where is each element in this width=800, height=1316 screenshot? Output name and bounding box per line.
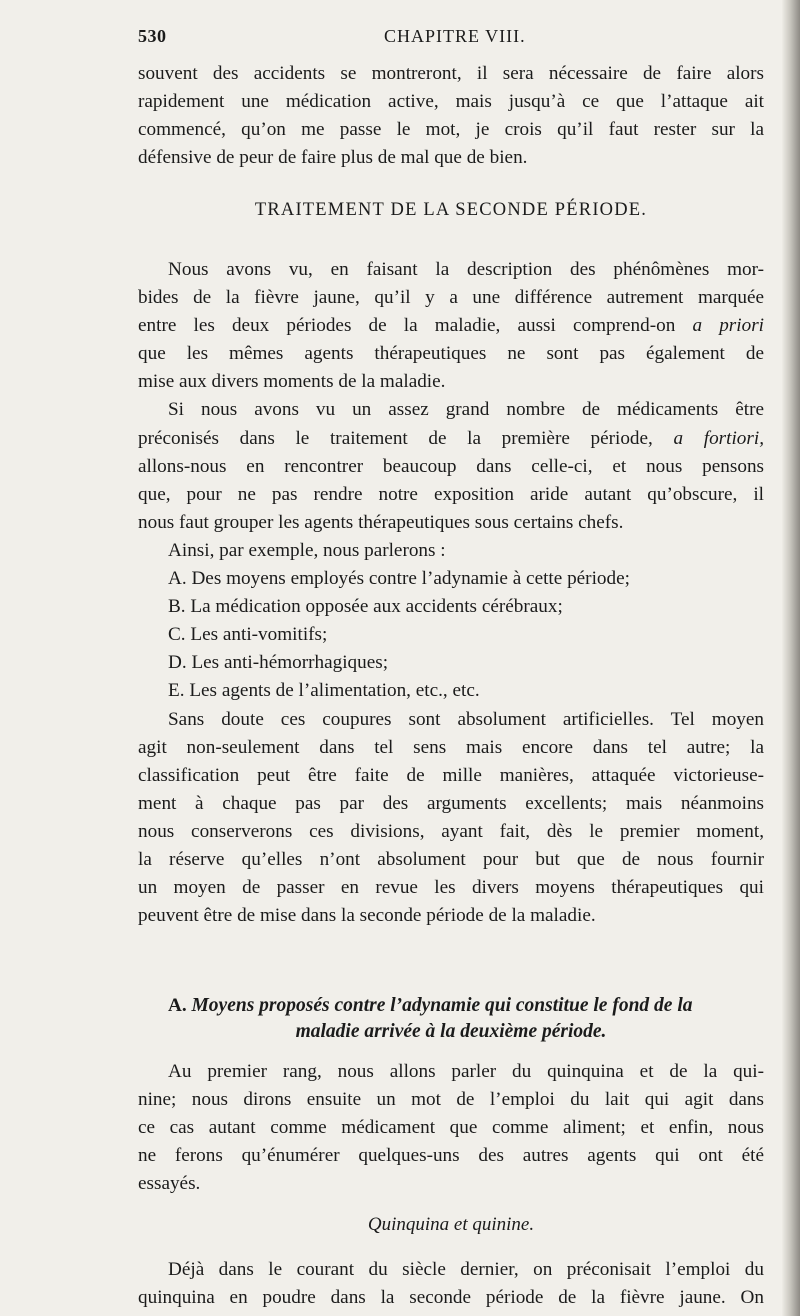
text-line: souvent des accidents se montreront, il sera nécessaire de faire alors — [138, 63, 764, 84]
list-item: C. Les anti-vomitifs; — [168, 624, 328, 646]
text-line: un moyen de passer en revue les divers moyens thérapeutiques qui — [138, 877, 764, 899]
list-item: A. Des moyens employés contre l’adynamie à cette période; — [168, 568, 630, 590]
text-line: Sans doute ces coupures sont absolument artificielles. Tel moyen — [168, 708, 764, 730]
text-line: essayés. — [138, 1173, 201, 1195]
text-line: allons-nous en rencontrer beaucoup dans celle-ci, et nous pensons — [138, 455, 764, 477]
text-line: la réserve qu’elles n’ont absolument pour but que de nous fournir — [138, 848, 764, 870]
text-line: bides de la fièvre jaune, qu’il y a une différence autrement marquée — [138, 287, 764, 309]
text-line: ce cas autant comme médicament que comme aliment; et enfin, nous — [138, 1117, 764, 1139]
text-line: commencé, qu’on me passe le mot, je crois qu’il faut rester sur la — [138, 119, 764, 141]
sub-subsection-title: Quinquina et quinine. — [367, 1214, 535, 1235]
running-head: CHAPITRE VIII. — [384, 26, 526, 46]
text-line: Ainsi, par exemple, nous parlerons : — [168, 539, 446, 561]
text-line: rapidement une médication active, mais jusqu’à ce que l’attaque ait — [138, 91, 764, 113]
text-line: Si nous avons vu un assez grand nombre de médicaments être — [168, 399, 764, 421]
italic-text: a priori — [692, 315, 764, 337]
page-number: 530 — [138, 26, 167, 46]
quinquina-paragraph — [138, 1256, 764, 1312]
text-line: Nous avons vu, en faisant la description des phénômènes mor- — [168, 259, 764, 280]
section-body — [138, 256, 764, 930]
text-line: défensive de peur de faire plus de mal que de bien. — [138, 147, 528, 169]
text-line: ment à chaque pas par des arguments excellents; mais néanmoins — [138, 792, 764, 814]
subsection-heading — [138, 992, 764, 1020]
text-line: quinquina en poudre dans la seconde période de la fièvre jaune. On — [138, 1287, 764, 1309]
list-item: E. Les agents de l’alimentation, etc., etc. — [168, 680, 480, 702]
text-line: classification peut être faite de mille manières, attaquée victorieuse- — [138, 764, 764, 786]
text-line: mise aux divers moments de la maladie. — [138, 371, 446, 393]
subsection-title-line: maladie arrivée à la deuxième période. — [295, 1021, 607, 1042]
page-edge — [782, 0, 800, 1316]
text-line: préconisés dans le traitement de la première période, a fortiori, — [138, 427, 764, 449]
text-line: Déjà dans le courant du siècle dernier, on préconisait l’emploi du — [168, 1259, 764, 1280]
list-item: B. La médication opposée aux accidents cérébraux; — [168, 596, 563, 618]
section-title: TRAITEMENT DE LA SECONDE PÉRIODE. — [254, 200, 648, 220]
text-line: ne ferons qu’énumérer quelques-uns des autres agents qui ont été — [138, 1145, 764, 1167]
text-line: entre les deux périodes de la maladie, aussi comprend-on a priori — [138, 315, 764, 337]
text-line: Au premier rang, nous allons parler du quinquina et de la qui- — [168, 1061, 764, 1082]
text-line: que les mêmes agents thérapeutiques ne sont pas également de — [138, 343, 764, 365]
subsection-body — [138, 1058, 764, 1198]
list-item: D. Les anti-hémorrhagiques; — [168, 652, 389, 674]
page-header — [138, 26, 764, 54]
text-line: agit non-seulement dans tel sens mais encore dans tel autre; la — [138, 736, 764, 758]
subsection-label: A. — [168, 995, 187, 1016]
italic-text: a fortiori, — [673, 427, 764, 449]
text-line: que, pour ne pas rendre notre exposition aride autant qu’obscure, il — [138, 483, 764, 505]
text-line: nous conserverons ces divisions, ayant fait, dès le premier moment, — [138, 820, 764, 842]
text-line: nous faut grouper les agents thérapeutiques sous certains chefs. — [138, 511, 624, 533]
text-line: peuvent être de mise dans la seconde période de la maladie. — [138, 905, 596, 927]
subsection-title-line: Moyens proposés contre l’adynamie qui constitue le fond de la — [191, 995, 693, 1016]
paragraph-continuation — [138, 60, 764, 172]
text-line: nine; nous dirons ensuite un mot de l’emploi du lait qui agit dans — [138, 1089, 764, 1111]
